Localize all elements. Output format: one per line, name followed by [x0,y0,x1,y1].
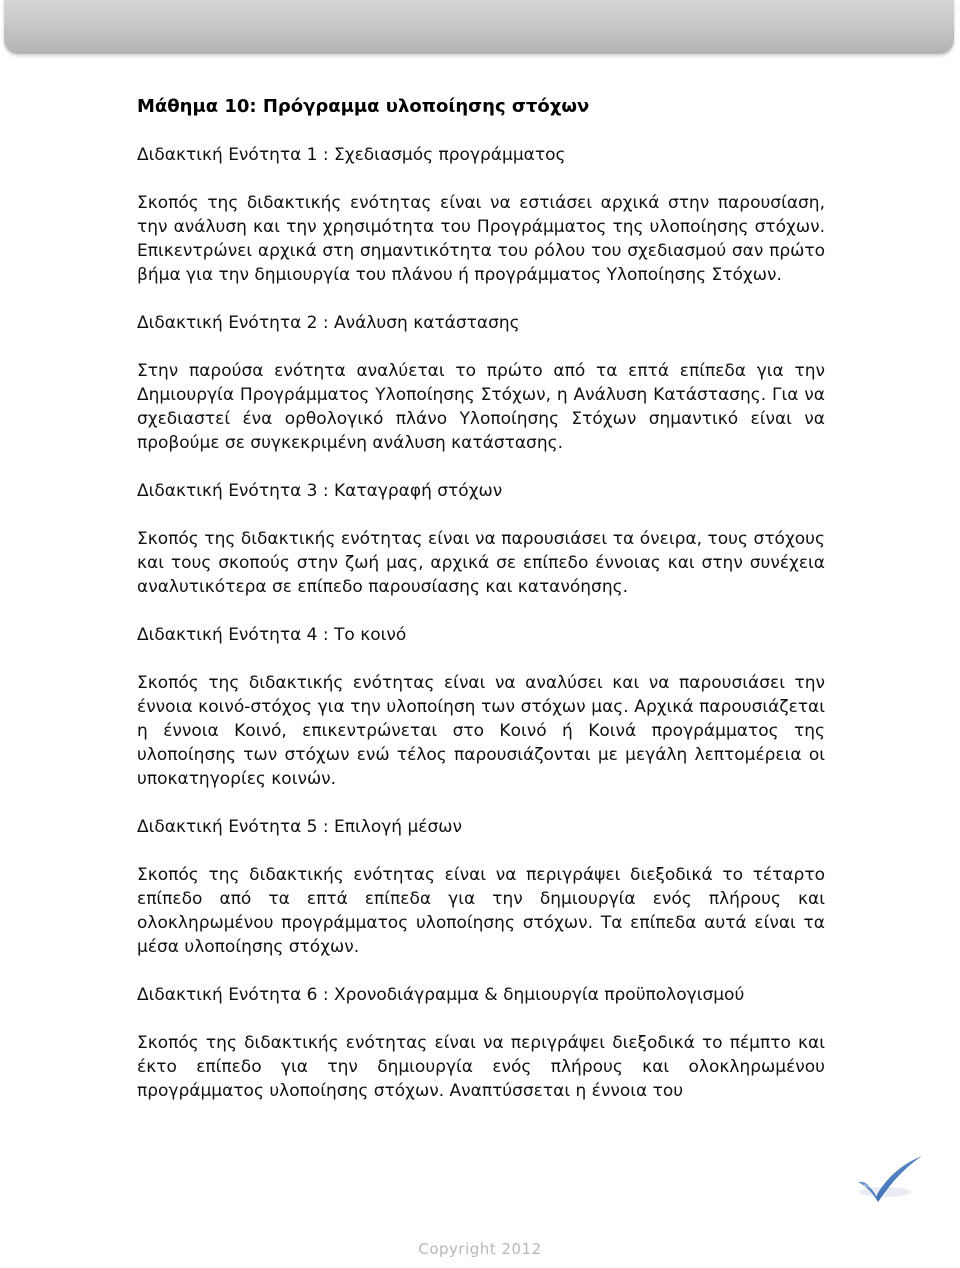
checkmark-swoosh-logo-icon [852,1152,926,1208]
document-title: Μάθημα 10: Πρόγραμμα υλοποίησης στόχων [137,96,590,117]
section-body-6: Σκοπός της διδακτικής ενότητας είναι να περιγράψει διεξοδικά το πέμπτο και έκτο επίπεδο για την δημιουργία ενός πλήρους και ολοκληρωμένου προγράμματος υλοποίησης στόχων. Αναπτύσσεται η έννοια του [137,1033,825,1101]
page-header-bar [4,0,954,54]
document-body [137,95,825,1103]
section-body-3: Σκοπός της διδακτικής ενότητας είναι να παρουσιάσει τα όνειρα, τους στόχους και τους σκοπούς στην ζωή μας, αρχικά σε επίπεδο έννοιας και στην συνέχεια αναλυτικότερα σε επίπεδο παρουσίασης και κατανόησης. [137,529,825,597]
section-body-5: Σκοπός της διδακτικής ενότητας είναι να περιγράψει διεξοδικά το τέταρτο επίπεδο από τα επτά επίπεδα για την δημιουργία ενός πλήρους και ολοκληρωμένου προγράμματος υλοποίησης στόχων. Τα επίπεδα αυτά είναι τα μέσα υλοποίησης στόχων. [137,865,825,957]
section-heading-3: Διδακτική Ενότητα 3 : Καταγραφή στόχων [137,481,503,501]
section-body-1: Σκοπός της διδακτικής ενότητας είναι να εστιάσει αρχικά στην παρουσίαση, την ανάλυση και την χρησιμότητα του Προγράμματος της υλοποίησης στόχων. Επικεντρώνει αρχικά στη σημαντικότητα του ρόλου του σχεδιασμού σαν πρώτο βήμα για την δημιουργία του πλάνου ή προγράμματος Υλοποίησης Στόχων. [137,193,825,285]
section-heading-5: Διδακτική Ενότητα 5 : Επιλογή μέσων [137,817,462,837]
section-heading-6: Διδακτική Ενότητα 6 : Χρονοδιάγραμμα & δημιουργία προϋπολογισμού [137,985,745,1005]
footer-copyright: Copyright 2012 [418,1240,542,1258]
section-body-4: Σκοπός της διδακτικής ενότητας είναι να αναλύσει και να παρουσιάσει την έννοια κοινό-στόχος για την υλοποίηση των στόχων μας. Αρχικά παρουσιάζεται η έννοια Κοινό, επικεντρώνεται στο Κοινό ή Κοινά προγράμματος της υλοποίησης των στόχων ενώ τέλος παρουσιάζονται με μεγάλη λεπτομέρεια οι υποκατηγορίες κοινών. [137,673,825,789]
section-heading-2: Διδακτική Ενότητα 2 : Ανάλυση κατάστασης [137,313,520,333]
section-heading-1: Διδακτική Ενότητα 1 : Σχεδιασμός προγράμματος [137,145,566,165]
section-body-2: Στην παρούσα ενότητα αναλύεται το πρώτο από τα επτά επίπεδα για την Δημιουργία Προγράμματος Υλοποίησης Στόχων, η Ανάλυση Κατάστασης. Για να σχεδιαστεί ένα ορθολογικό πλάνο Υλοποίησης Στόχων σημαντικό είναι να προβούμε σε συγκεκριμένη ανάλυση κατάστασης. [137,361,825,453]
section-heading-4: Διδακτική Ενότητα 4 : Το κοινό [137,625,407,645]
